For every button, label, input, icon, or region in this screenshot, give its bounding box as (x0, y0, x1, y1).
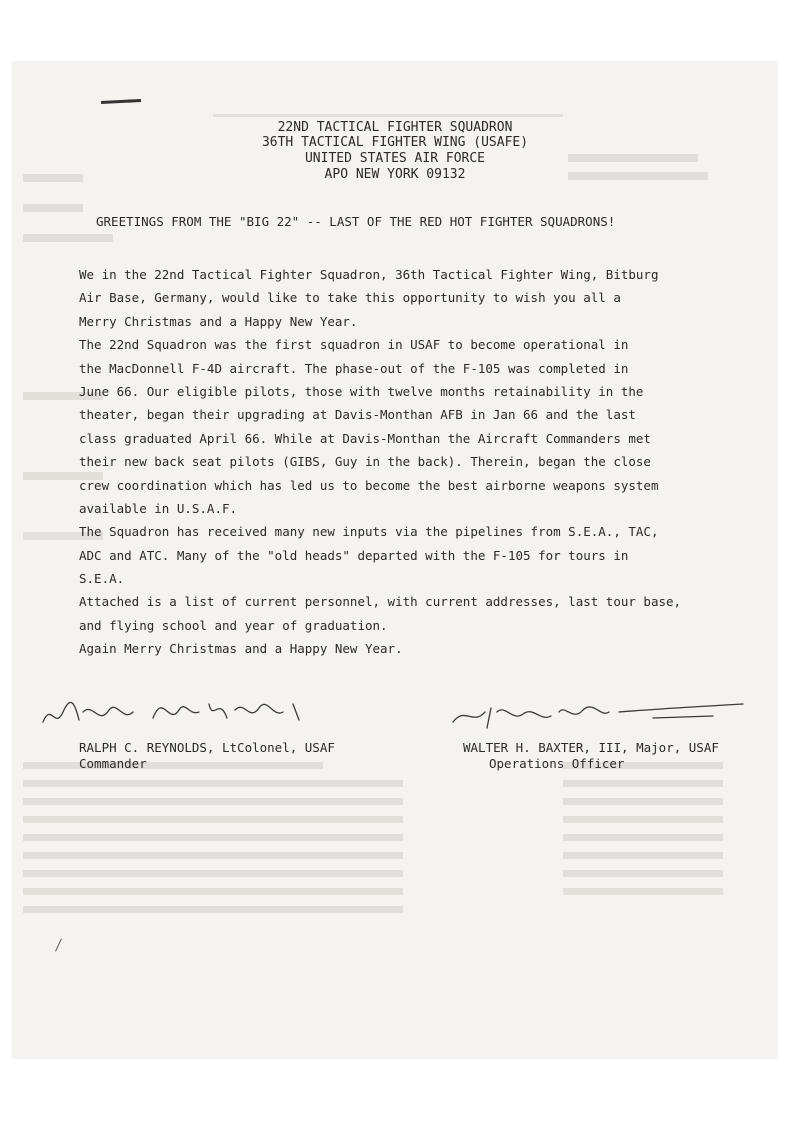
bleed-row (23, 906, 403, 913)
bleed-row (563, 780, 723, 787)
bleed-row (23, 816, 403, 823)
body-line: Again Merry Christmas and a Happy New Year. (79, 641, 403, 657)
bleed-row (563, 816, 723, 823)
letter-body (79, 263, 769, 661)
operations-officer-signature (453, 704, 743, 728)
bleed-row (563, 888, 723, 895)
body-line: Air Base, Germany, would like to take this opportunity to wish you all a (79, 290, 621, 306)
letter-page (13, 62, 777, 1058)
body-line: The 22nd Squadron was the first squadron in USAF to become operational in (79, 337, 629, 353)
operations-officer-title: Operations Officer (489, 756, 625, 771)
body-line: June 66. Our eligible pilots, those with twelve months retainability in the (79, 383, 644, 399)
operations-officer-name: WALTER H. BAXTER, III, Major, USAF (463, 740, 719, 755)
letterhead-line-2: 36TH TACTICAL FIGHTER WING (USAFE) (261, 135, 529, 150)
letterhead-line-1: 22ND TACTICAL FIGHTER SQUADRON (277, 120, 513, 135)
greeting-line: GREETINGS FROM THE "BIG 22" -- LAST OF THE RED HOT FIGHTER SQUADRONS! (96, 214, 616, 229)
bleed-row (23, 798, 403, 805)
body-line: Merry Christmas and a Happy New Year. (79, 313, 358, 329)
bleed-row (23, 780, 403, 787)
body-line: ADC and ATC. Many of the "old heads" departed with the F-105 for tours in (79, 547, 629, 563)
body-line: their new back seat pilots (GIBS, Guy in the back). Therein, began the close (79, 454, 651, 470)
body-line: We in the 22nd Tactical Fighter Squadron, 36th Tactical Fighter Wing, Bitburg (79, 267, 659, 282)
bleed-row (563, 870, 723, 877)
body-line: crew coordination which has led us to become the best airborne weapons system (79, 477, 659, 493)
bleed-row (23, 870, 403, 877)
bleed-row (23, 204, 83, 212)
commander-title: Commander (79, 756, 147, 771)
bleed-row (23, 234, 113, 242)
bleed-row (563, 834, 723, 841)
bleed-row (563, 852, 723, 859)
body-line: S.E.A. (79, 571, 125, 587)
body-line: theater, began their upgrading at Davis-Monthan AFB in Jan 66 and the last (79, 407, 636, 423)
body-line: the MacDonnell F-4D aircraft. The phase-out of the F-105 was completed in (79, 360, 629, 376)
bleed-row (23, 762, 323, 769)
body-line: available in U.S.A.F. (79, 500, 238, 516)
body-line: class graduated April 66. While at Davis-Monthan the Aircraft Commanders met (79, 430, 651, 446)
bleed-row (563, 798, 723, 805)
letterhead-line-4: APO NEW YORK 09132 (324, 167, 466, 182)
commander-signature (43, 702, 299, 722)
bleed-row (23, 852, 403, 859)
signatures-area (13, 682, 777, 742)
body-line: The Squadron has received many new inputs via the pipelines from S.E.A., TAC, (79, 524, 659, 540)
bleed-row (23, 888, 403, 895)
letterhead-line-3: UNITED STATES AIR FORCE (304, 151, 485, 166)
body-line: Attached is a list of current personnel, with current addresses, last tour base, (79, 594, 682, 610)
bleed-row (23, 834, 403, 841)
commander-name: RALPH C. REYNOLDS, LtColonel, USAF (79, 740, 335, 755)
bleed-row (213, 114, 563, 117)
body-line: and flying school and year of graduation. (79, 617, 388, 633)
